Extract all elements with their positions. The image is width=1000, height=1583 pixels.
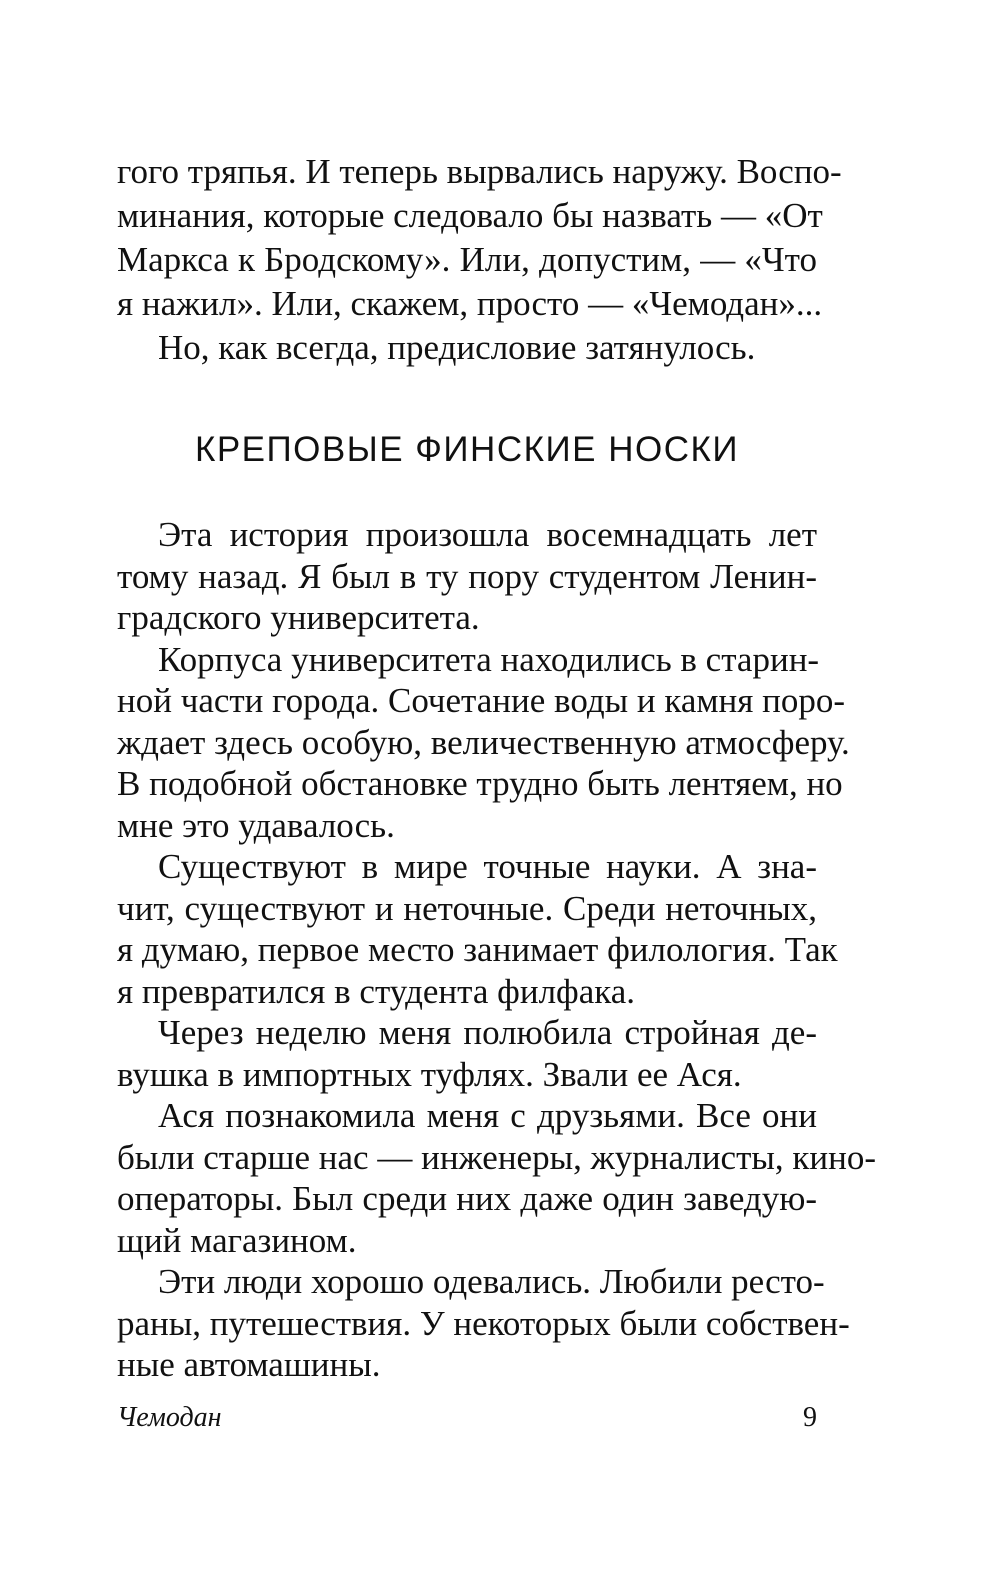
intro-line: гого тряпья. И теперь вырвались наружу. Воспо-: [117, 152, 842, 191]
chapter-line: вушка в импортных туфлях. Звали ее Ася.: [117, 1054, 742, 1094]
chapter-line: В подобной обстановке трудно быть лентяем, но: [117, 764, 843, 803]
chapter-line: Через неделю меня полюбила стройная де-: [158, 1013, 817, 1052]
running-footer-title: Чемодан: [117, 1402, 222, 1433]
chapter-line: Корпуса университета находились в старин-: [158, 639, 820, 679]
chapter-line: ные автомашины.: [117, 1345, 381, 1384]
chapter-line: Ася познакомила меня с друзьями. Все они: [158, 1096, 817, 1135]
chapter-line: мне это удавалось.: [117, 805, 395, 845]
chapter-line: были старше нас — инженеры, журналисты, кино-: [117, 1137, 877, 1177]
chapter-line: ной части города. Сочетание воды и камня поро-: [117, 681, 846, 720]
chapter-line: Эти люди хорошо одевались. Любили ресто-: [158, 1262, 825, 1301]
chapter-line: Эта история произошла восемнадцать лет: [158, 515, 817, 554]
chapter-line: ждает здесь особую, величественную атмосферу.: [117, 722, 850, 762]
intro-line: Но, как всегда, предисловие затянулось.: [158, 328, 756, 367]
chapter-line: я думаю, первое место занимает филология. Так: [117, 930, 838, 969]
chapter-line: чит, существуют и неточные. Среди неточных,: [117, 888, 817, 928]
page-number: 9: [803, 1402, 817, 1433]
chapter-line: щий магазином.: [117, 1220, 357, 1260]
chapter-title: КРЕПОВЫЕ ФИНСКИЕ НОСКИ: [194, 430, 740, 469]
chapter-line: я превратился в студента филфака.: [117, 971, 636, 1011]
intro-line: я нажил». Или, скажем, просто — «Чемодан»...: [117, 284, 823, 323]
chapter-line: Существуют в мире точные науки. А зна-: [158, 847, 817, 886]
chapter-line: раны, путешествия. У некоторых были собствен-: [117, 1303, 850, 1343]
chapter-line: градского университета.: [117, 598, 480, 637]
chapter-line: операторы. Был среди них даже один заведую-: [117, 1179, 817, 1218]
intro-line: Маркса к Бродскому». Или, допустим, — «Что: [117, 240, 817, 279]
intro-line: минания, которые следовало бы назвать — «От: [117, 196, 823, 235]
chapter-line: тому назад. Я был в ту пору студентом Ленин-: [117, 556, 817, 596]
